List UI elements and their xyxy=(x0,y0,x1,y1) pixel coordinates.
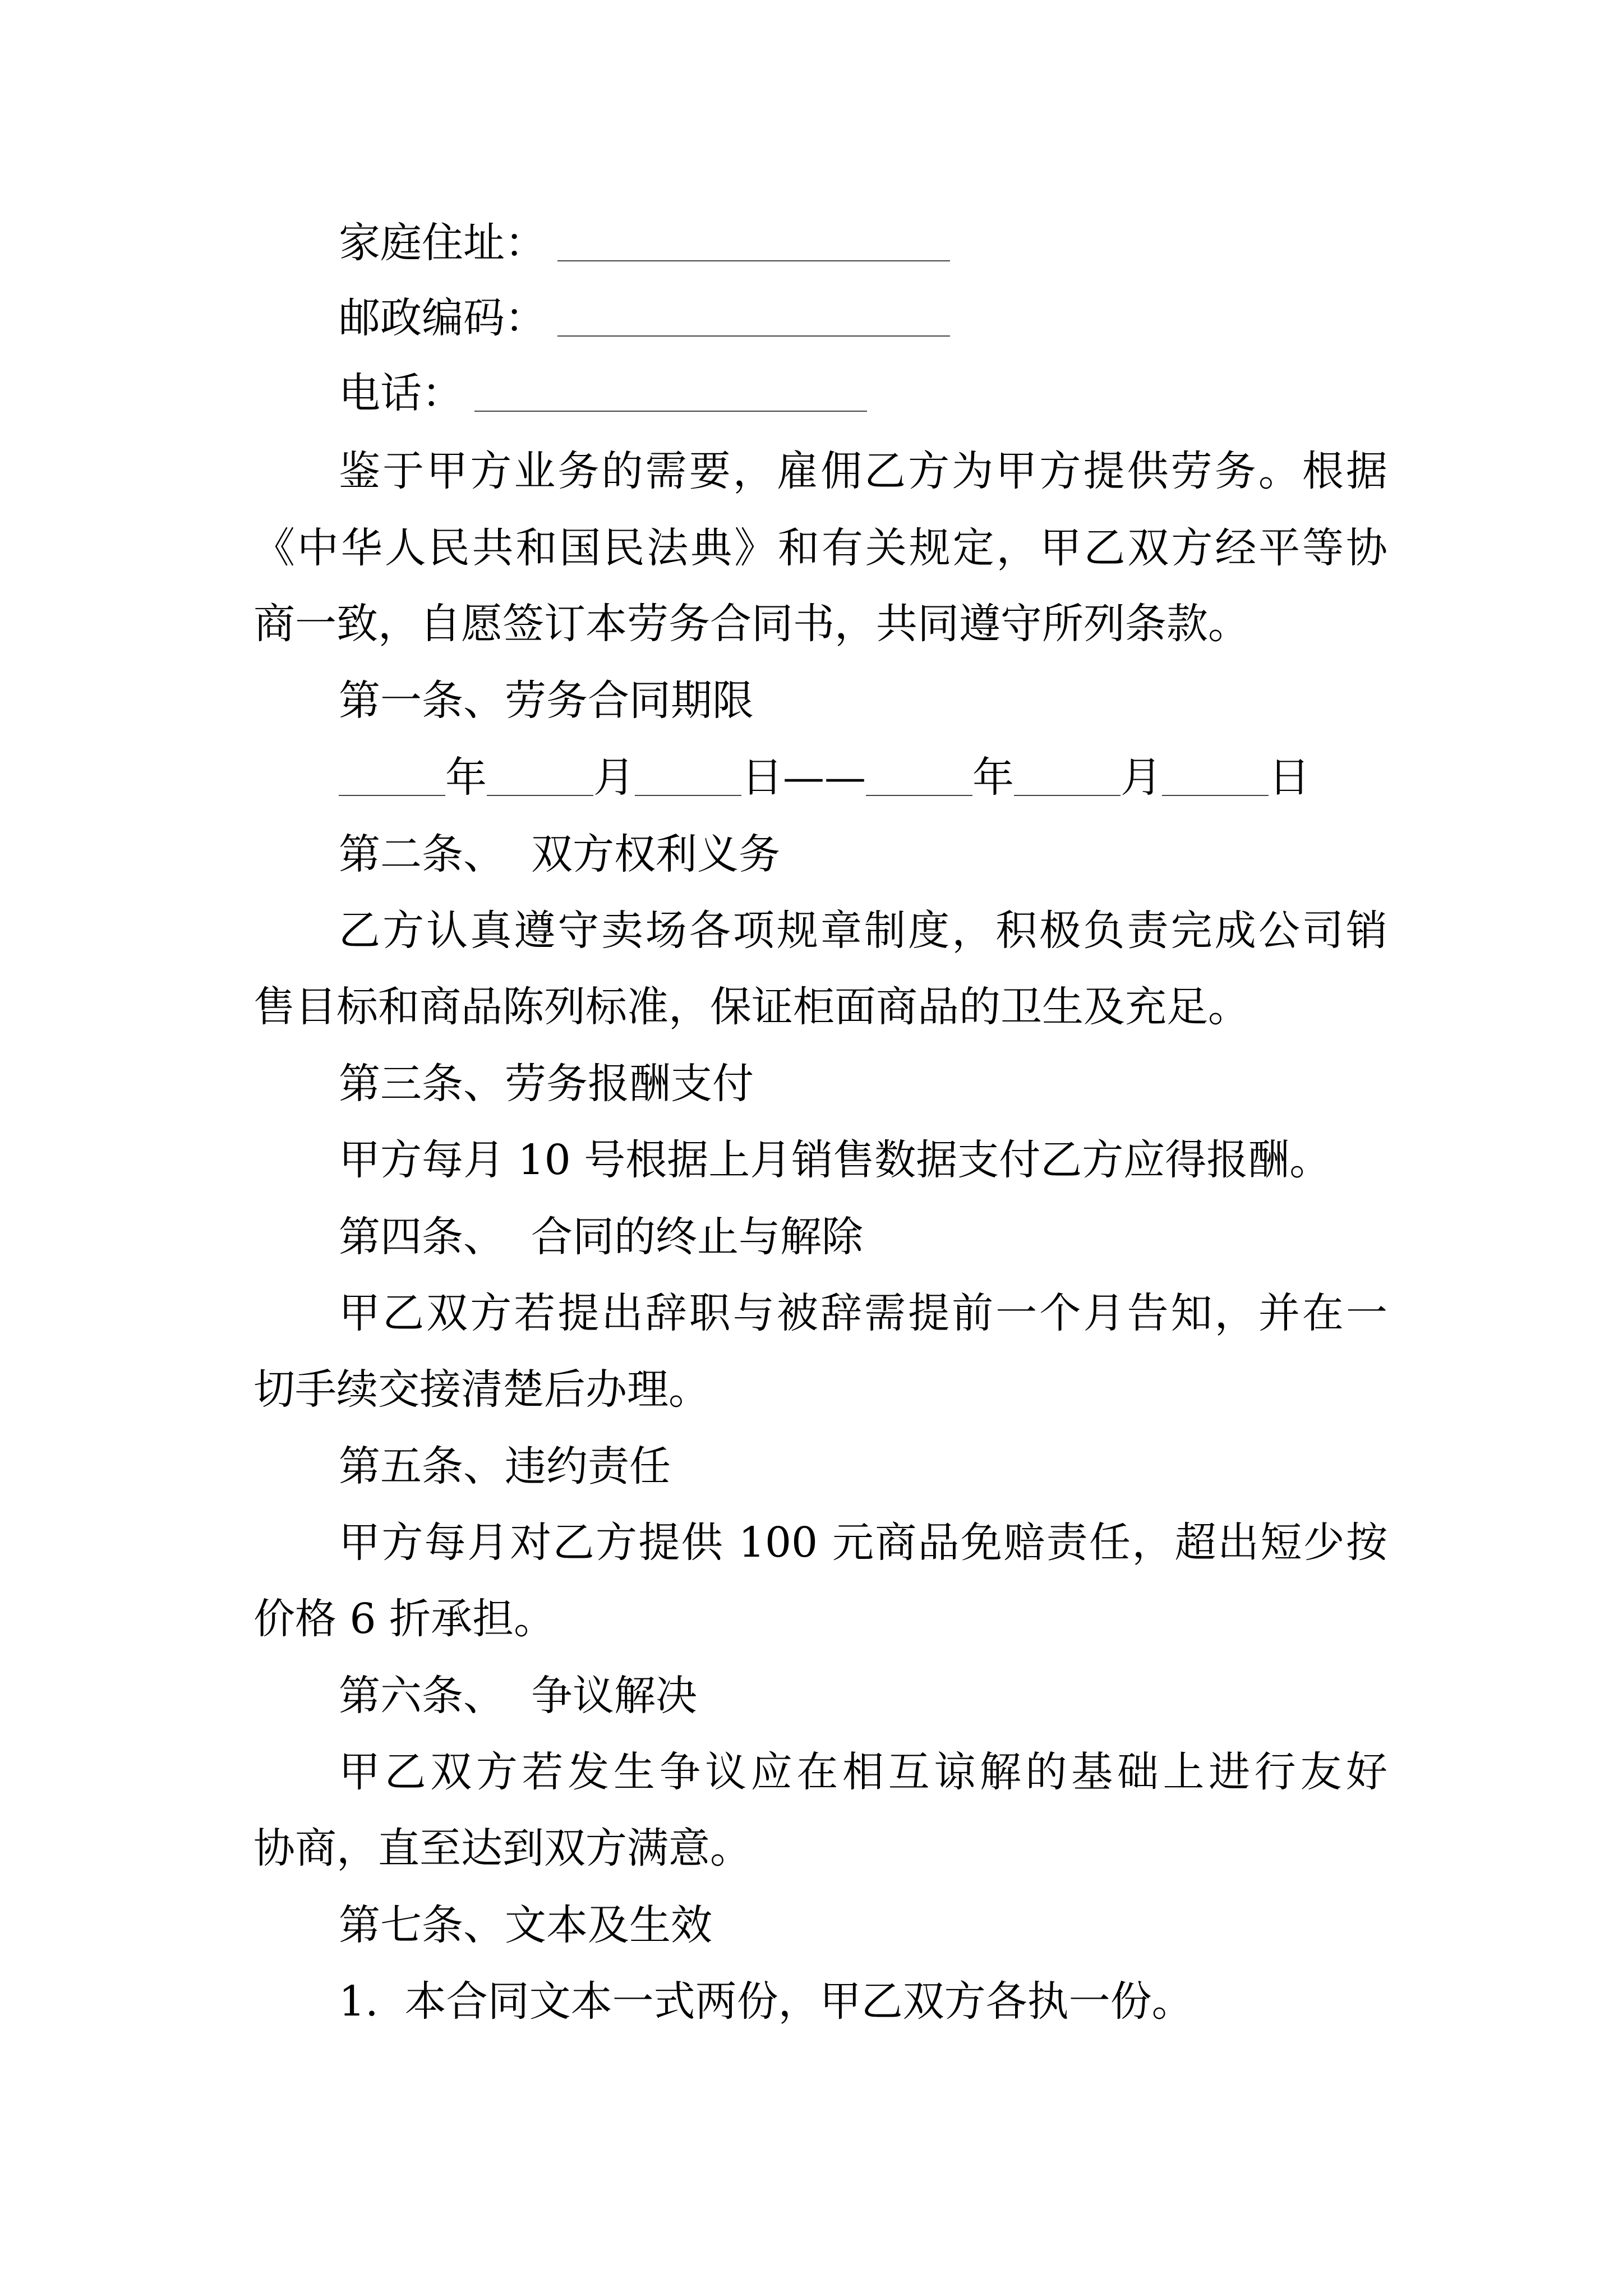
address-label: 家庭住址： xyxy=(339,219,546,267)
address-blank xyxy=(557,228,950,261)
article2-line-1: 乙方认真遵守卖场各项规章制度，积极负责完成公司销 xyxy=(339,907,1387,955)
article1-title: 第一条、劳务合同期限 xyxy=(339,677,754,725)
article3-title: 第三条、劳务报酬支付 xyxy=(339,1060,754,1108)
article4-line-2: 切手续交接清楚后办理。 xyxy=(253,1365,710,1414)
day-1: 日—— xyxy=(741,753,866,802)
article4-title: 第四条、 合同的终止与解除 xyxy=(339,1213,864,1261)
month-2: 月 xyxy=(1121,753,1162,802)
preamble-line-2: 《中华人民共和国民法典》和有关规定，甲乙双方经平等协 xyxy=(253,524,1387,572)
postal-blank xyxy=(557,303,950,337)
article2-line-2: 售目标和商品陈列标准，保证柜面商品的卫生及充足。 xyxy=(253,983,1249,1031)
article1-period xyxy=(339,753,1310,802)
article5-line-2: 价格 6 折承担。 xyxy=(253,1595,556,1643)
blank-year-1 xyxy=(339,762,445,796)
article5-title: 第五条、违约责任 xyxy=(339,1442,671,1490)
article3-line-1: 甲方每月 10 号根据上月销售数据支付乙方应得报酬。 xyxy=(339,1136,1331,1184)
article2-title: 第二条、 双方权利义务 xyxy=(339,830,781,878)
address-row xyxy=(339,219,950,267)
article6-line-1: 甲乙双方若发生争议应在相互谅解的基础上进行友好 xyxy=(339,1748,1387,1796)
blank-day-1 xyxy=(635,762,741,796)
article5-line-1: 甲方每月对乙方提供 100 元商品免赔责任，超出短少按 xyxy=(339,1519,1387,1567)
preamble-line-3: 商一致，自愿签订本劳务合同书，共同遵守所列条款。 xyxy=(253,600,1249,648)
article6-title: 第六条、 争议解决 xyxy=(339,1672,698,1720)
phone-blank xyxy=(474,378,867,412)
month-1: 月 xyxy=(593,753,635,802)
article7-item-1: 1. 本合同文本一式两份，甲乙双方各执一份。 xyxy=(339,1977,1193,2026)
blank-month-1 xyxy=(487,762,593,796)
article7-title: 第七条、文本及生效 xyxy=(339,1901,712,1949)
blank-day-2 xyxy=(1162,762,1269,796)
year-2: 年 xyxy=(972,753,1014,802)
year-1: 年 xyxy=(445,753,487,802)
article4-line-1: 甲乙双方若提出辞职与被辞需提前一个月告知，并在一 xyxy=(339,1289,1387,1337)
postal-row xyxy=(339,294,950,342)
preamble-line-1: 鉴于甲方业务的需要，雇佣乙方为甲方提供劳务。根据 xyxy=(339,447,1387,495)
phone-row xyxy=(339,369,867,417)
phone-label: 电话： xyxy=(339,369,463,417)
blank-year-2 xyxy=(866,762,972,796)
blank-month-2 xyxy=(1014,762,1121,796)
article6-line-2: 协商，直至达到双方满意。 xyxy=(253,1824,751,1872)
day-2: 日 xyxy=(1269,753,1310,802)
postal-label: 邮政编码： xyxy=(339,294,546,342)
